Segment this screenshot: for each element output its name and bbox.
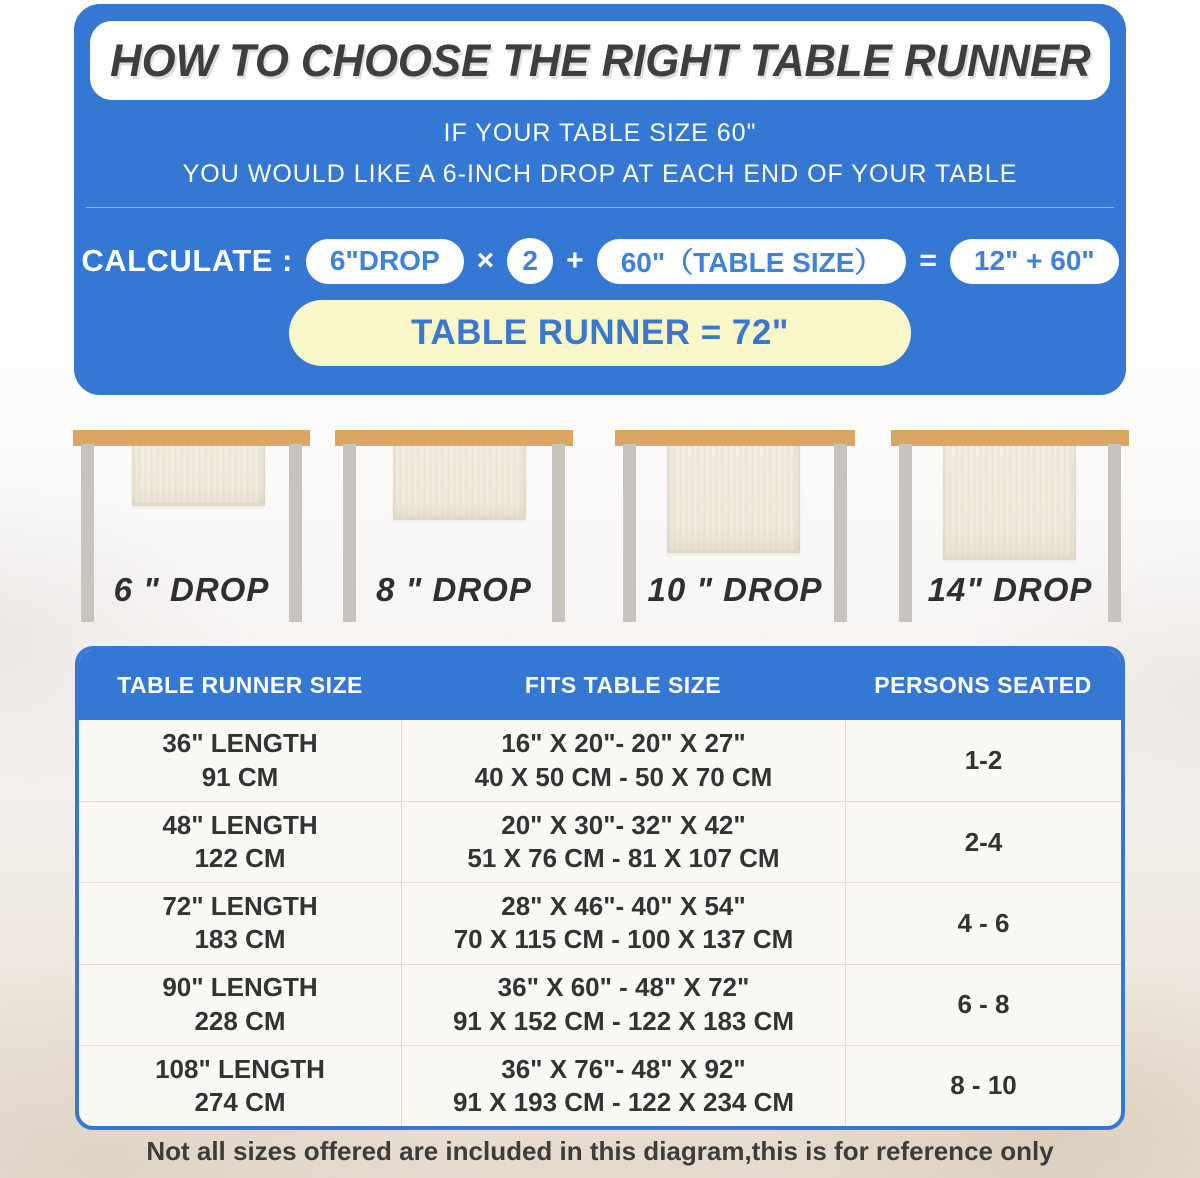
- drop-value-pill: 6"DROP: [306, 239, 464, 284]
- drop-label: 14" DROP: [927, 571, 1093, 608]
- multiplier-circle: 2: [507, 238, 553, 284]
- size-chart-body: [79, 720, 1121, 1126]
- runner-size-cell: 90" LENGTH 228 CM: [162, 972, 318, 1036]
- intro-line-1: IF YOUR TABLE SIZE 60": [443, 119, 757, 147]
- sum-pill: 12" + 60": [950, 239, 1119, 284]
- calculation-row: [74, 234, 1126, 288]
- table-row: [79, 1045, 1121, 1126]
- table-row: [79, 882, 1121, 963]
- tabletop: [73, 430, 310, 446]
- runner-size-cell: 36" LENGTH 91 CM: [162, 728, 318, 792]
- runner-size-cell: 48" LENGTH 122 CM: [162, 810, 318, 874]
- table-row: [79, 801, 1121, 882]
- persons-cell: 1-2: [845, 720, 1121, 801]
- size-chart-panel: [75, 646, 1125, 1130]
- runner-size-cell: 108" LENGTH 274 CM: [155, 1053, 325, 1117]
- intro-text: [74, 119, 1126, 189]
- persons-cell: 8 - 10: [845, 1046, 1121, 1126]
- drop-label: 6 " DROP: [113, 571, 270, 608]
- header-persons-seated: PERSONS SEATED: [874, 671, 1092, 698]
- footnote: Not all sizes offered are included in this diagram,this is for reference only: [146, 1136, 1054, 1166]
- table-row: [79, 720, 1121, 801]
- drop-label: 8 " DROP: [376, 571, 532, 608]
- fits-size-cell: 16" X 20"- 20" X 27" 40 X 50 CM - 50 X 70 CM: [401, 720, 845, 801]
- times-operator: ×: [476, 244, 495, 277]
- table-figure-14-drop: [891, 430, 1129, 630]
- result-pill: TABLE RUNNER = 72": [289, 300, 911, 366]
- tabletop: [891, 430, 1129, 446]
- header-runner-size: TABLE RUNNER SIZE: [117, 671, 363, 698]
- table-figure-8-drop: [335, 430, 573, 630]
- runner-size-cell: 72" LENGTH 183 CM: [162, 891, 318, 955]
- persons-cell: 6 - 8: [845, 965, 1121, 1045]
- table-row: [79, 964, 1121, 1045]
- fits-size-cell: 36" X 76"- 48" X 92" 91 X 193 CM - 122 X 234 CM: [401, 1046, 845, 1126]
- tabletop: [615, 430, 855, 446]
- persons-cell: 4 - 6: [845, 883, 1121, 963]
- hero-panel: [74, 4, 1126, 395]
- equals-operator: =: [919, 244, 937, 277]
- fits-size-cell: 28" X 46"- 40" X 54" 70 X 115 CM - 100 X 137 CM: [401, 883, 845, 963]
- table-size-pill: 60"（TABLE SIZE）: [597, 239, 907, 284]
- tabletop: [335, 430, 573, 446]
- page-title: HOW TO CHOOSE THE RIGHT TABLE RUNNER: [109, 34, 1091, 86]
- fits-size-cell: 20" X 30"- 32" X 42" 51 X 76 CM - 81 X 107 CM: [401, 802, 845, 882]
- plus-operator: +: [566, 244, 584, 277]
- table-figure-10-drop: [615, 430, 855, 630]
- header-fits-table-size: FITS TABLE SIZE: [524, 671, 722, 698]
- intro-line-2: YOU WOULD LIKE A 6-INCH DROP AT EACH END OF YOUR TABLE: [182, 160, 1018, 188]
- table-runner: [667, 430, 800, 553]
- title-box: [90, 21, 1110, 100]
- drop-label: 10 " DROP: [647, 571, 823, 608]
- fits-size-cell: 36" X 60" - 48" X 72" 91 X 152 CM - 122 X 183 CM: [401, 965, 845, 1045]
- hero-divider: [86, 207, 1114, 208]
- table-figure-6-drop: [73, 430, 310, 630]
- calculate-label: CALCULATE :: [81, 243, 293, 278]
- persons-cell: 2-4: [845, 802, 1121, 882]
- table-runner: [943, 430, 1076, 560]
- size-chart-header: [79, 650, 1121, 720]
